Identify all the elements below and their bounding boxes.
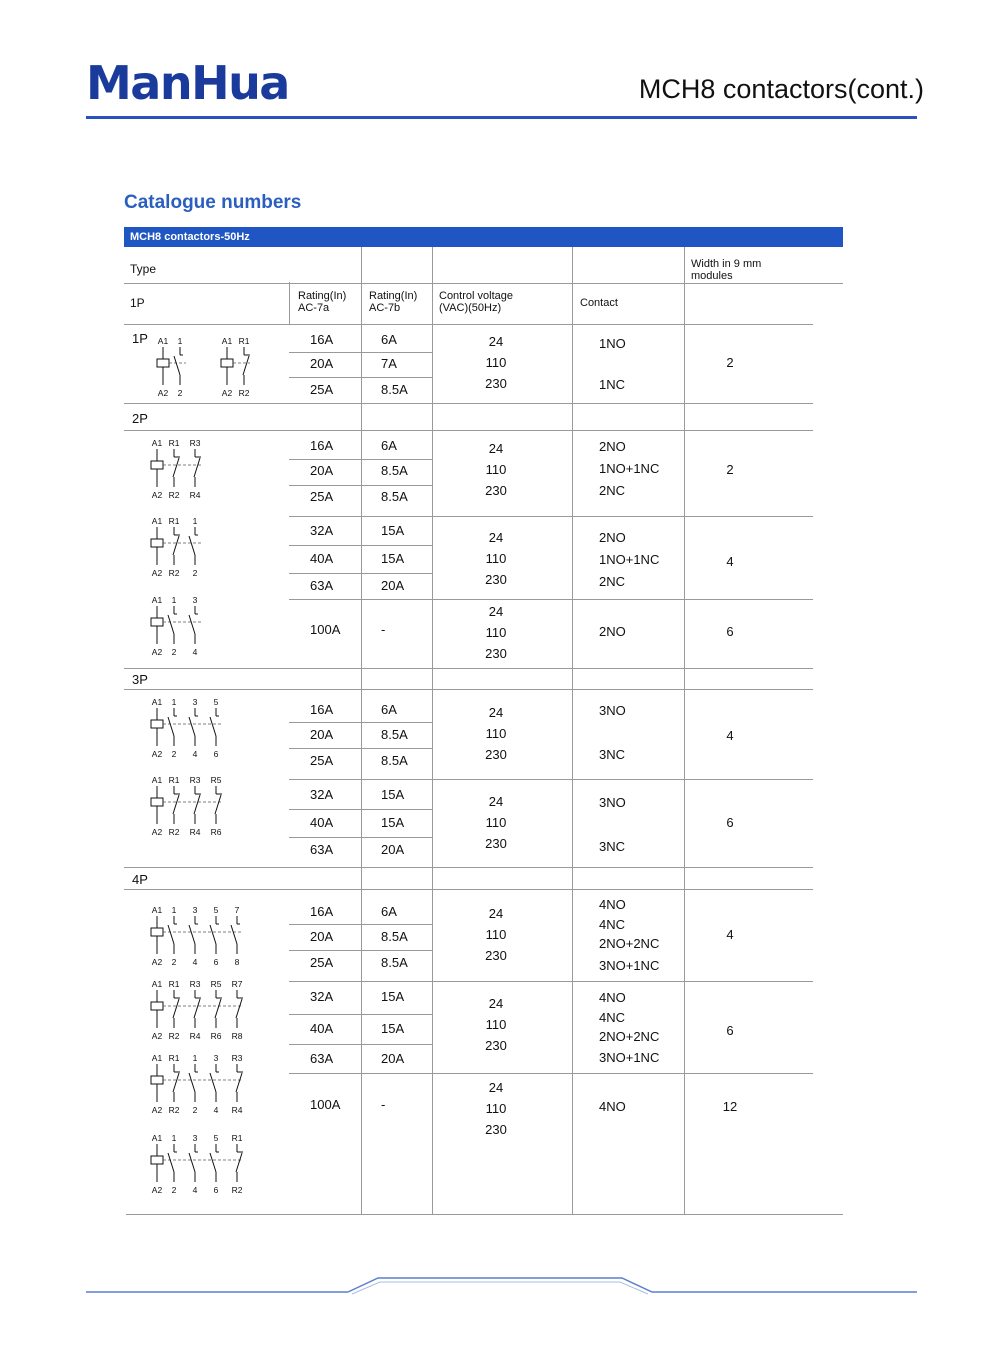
header-type: Type xyxy=(130,262,157,276)
row-rule xyxy=(289,924,432,925)
coil-symbol xyxy=(151,720,163,728)
control-voltage-value: 24 xyxy=(488,604,504,619)
no-contact-symbol xyxy=(168,717,174,736)
terminal-label: 3 xyxy=(192,595,198,605)
contact-value: 4NC xyxy=(599,1010,626,1025)
column-rule xyxy=(572,247,573,1215)
terminal-label: 3 xyxy=(213,1053,219,1063)
no-contact-symbol xyxy=(189,615,195,634)
no-contact-symbol xyxy=(189,925,195,944)
contact-value: 4NO xyxy=(599,897,626,912)
nc-contact-symbol xyxy=(236,999,242,1018)
terminal-label: 1 xyxy=(192,1053,198,1063)
row-rule xyxy=(289,837,432,838)
no-contact-symbol xyxy=(210,925,216,944)
row-rule xyxy=(289,352,432,353)
brand-logo: ManHua xyxy=(86,56,289,110)
rating-ac7a-value: 16A xyxy=(310,702,334,717)
terminal-label: 2 xyxy=(177,388,183,398)
control-voltage-value: 24 xyxy=(488,1080,504,1095)
rating-ac7b-value: 8.5A xyxy=(381,463,408,478)
terminal-label: 5 xyxy=(213,905,219,915)
nc-contact-symbol xyxy=(194,999,200,1018)
sym-1p-nc-diagram xyxy=(216,335,269,399)
nc-contact-symbol xyxy=(173,795,179,814)
control-voltage-value: 110 xyxy=(485,815,507,830)
contact-value: 3NC xyxy=(599,839,626,854)
no-contact-symbol xyxy=(189,1153,195,1172)
contact-value: 1NO+1NC xyxy=(599,461,660,476)
terminal-label: R6 xyxy=(210,1031,222,1041)
column-rule xyxy=(684,247,685,1215)
nc-contact-symbol xyxy=(236,1153,242,1172)
control-voltage-value: 230 xyxy=(485,646,507,661)
coil-symbol xyxy=(151,1156,163,1164)
row-rule xyxy=(289,516,813,517)
terminal-label: A2 xyxy=(157,388,169,398)
terminal-label: R3 xyxy=(189,979,201,989)
rating-ac7b-value: 6A xyxy=(381,332,397,347)
nc-contact-symbol xyxy=(243,356,249,375)
terminal-label: R3 xyxy=(189,775,201,785)
terminal-label: R1 xyxy=(168,1053,180,1063)
terminal-label: A2 xyxy=(151,957,163,967)
terminal-label: 4 xyxy=(192,749,198,759)
rating-ac7a-value: 25A xyxy=(310,382,334,397)
rating-ac7b-value: 6A xyxy=(381,438,397,453)
terminal-label: A2 xyxy=(151,1031,163,1041)
rating-ac7b-value: 8.5A xyxy=(381,727,408,742)
rating-ac7a-value: 16A xyxy=(310,332,334,347)
rating-ac7b-value: 15A xyxy=(381,787,405,802)
terminal-label: A1 xyxy=(151,775,163,785)
row-rule xyxy=(289,779,813,780)
terminal-label: A1 xyxy=(151,1133,163,1143)
terminal-label: 1 xyxy=(171,1133,177,1143)
column-rule xyxy=(361,247,362,1215)
row-rule xyxy=(289,722,432,723)
terminal-label: R5 xyxy=(210,979,222,989)
table-band-title: MCH8 contactors-50Hz xyxy=(124,227,843,247)
width-value: 12 xyxy=(722,1099,738,1114)
sym-3p-3no-diagram xyxy=(146,696,241,760)
rating-ac7a-value: 25A xyxy=(310,753,334,768)
control-voltage-value: 24 xyxy=(488,996,504,1011)
rating-ac7b-value: - xyxy=(381,1097,386,1112)
coil-symbol xyxy=(151,1002,163,1010)
rating-ac7a-value: 20A xyxy=(310,929,334,944)
terminal-label: 6 xyxy=(213,749,219,759)
rating-ac7b-value: 15A xyxy=(381,989,405,1004)
sym-4p-3no-1nc-diagram xyxy=(146,1132,262,1196)
terminal-label: R1 xyxy=(168,438,180,448)
rating-ac7a-value: 100A xyxy=(310,622,341,637)
rating-ac7b-value: 20A xyxy=(381,578,405,593)
terminal-label: R4 xyxy=(189,1031,201,1041)
rating-ac7a-value: 40A xyxy=(310,1021,334,1036)
terminal-label: A1 xyxy=(221,336,233,346)
control-voltage-value: 230 xyxy=(485,747,507,762)
terminal-label: 5 xyxy=(213,1133,219,1143)
page-title: MCH8 contactors(cont.) xyxy=(638,74,924,104)
no-contact-symbol xyxy=(168,925,174,944)
contact-value: 2NC xyxy=(599,574,626,589)
rating-ac7b-value: 6A xyxy=(381,904,397,919)
row-rule xyxy=(289,1044,432,1045)
nc-contact-symbol xyxy=(194,795,200,814)
row-rule xyxy=(126,1214,843,1215)
rating-ac7a-value: 32A xyxy=(310,989,334,1004)
contact-value: 2NO+2NC xyxy=(599,936,660,951)
control-voltage-value: 230 xyxy=(485,572,507,587)
contact-value: 2NO xyxy=(599,624,626,639)
row-rule xyxy=(124,668,813,669)
nc-contact-symbol xyxy=(173,458,179,477)
rating-ac7b-value: 8.5A xyxy=(381,382,408,397)
rating-ac7a-value: 40A xyxy=(310,551,334,566)
control-voltage-value: 110 xyxy=(485,726,507,741)
no-contact-symbol xyxy=(168,615,174,634)
control-voltage-value: 24 xyxy=(488,441,504,456)
terminal-label: 1 xyxy=(177,336,183,346)
control-voltage-value: 110 xyxy=(485,551,507,566)
no-contact-symbol xyxy=(174,356,180,375)
terminal-label: R2 xyxy=(168,568,180,578)
terminal-label: 1 xyxy=(171,905,177,915)
terminal-label: A1 xyxy=(151,438,163,448)
row-rule xyxy=(289,599,813,600)
terminal-label: 6 xyxy=(213,957,219,967)
rating-ac7a-value: 25A xyxy=(310,955,334,970)
contact-value: 4NC xyxy=(599,917,626,932)
width-value: 6 xyxy=(726,624,734,639)
contact-value: 2NC xyxy=(599,483,626,498)
terminal-label: 2 xyxy=(171,749,177,759)
nc-contact-symbol xyxy=(215,999,221,1018)
rating-ac7a-value: 20A xyxy=(310,727,334,742)
sym-2p-2no-diagram xyxy=(146,594,220,658)
terminal-label: R3 xyxy=(231,1053,243,1063)
row-rule xyxy=(289,459,432,460)
terminal-label: R4 xyxy=(231,1105,243,1115)
terminal-label: A1 xyxy=(157,336,169,346)
terminal-label: 2 xyxy=(192,568,198,578)
width-value: 2 xyxy=(726,355,734,370)
rating-ac7b-value: 8.5A xyxy=(381,489,408,504)
terminal-label: A2 xyxy=(221,388,233,398)
terminal-label: A1 xyxy=(151,595,163,605)
terminal-label: 4 xyxy=(213,1105,219,1115)
rating-ac7a-value: 16A xyxy=(310,438,334,453)
terminal-label: A2 xyxy=(151,827,163,837)
row-rule xyxy=(289,573,432,574)
terminal-label: 3 xyxy=(192,1133,198,1143)
terminal-label: 1 xyxy=(171,595,177,605)
contact-value: 3NO+1NC xyxy=(599,958,660,973)
control-voltage-value: 230 xyxy=(485,1038,507,1053)
row-rule xyxy=(289,748,432,749)
rating-ac7a-value: 16A xyxy=(310,904,334,919)
terminal-label: R7 xyxy=(231,979,243,989)
terminal-label: A1 xyxy=(151,516,163,526)
header-control-voltage: Control voltage (VAC)(50Hz) xyxy=(439,290,513,314)
contact-value: 2NO xyxy=(599,530,626,545)
contact-value: 4NO xyxy=(599,1099,626,1114)
coil-symbol xyxy=(151,798,163,806)
row-rule xyxy=(124,403,813,404)
terminal-label: R4 xyxy=(189,490,201,500)
terminal-label: R1 xyxy=(168,775,180,785)
no-contact-symbol xyxy=(210,717,216,736)
terminal-label: 3 xyxy=(192,905,198,915)
width-value: 4 xyxy=(726,728,734,743)
section-title: Catalogue numbers xyxy=(124,192,302,213)
row-rule xyxy=(289,485,432,486)
no-contact-symbol xyxy=(168,1153,174,1172)
coil-symbol xyxy=(157,359,169,367)
width-value: 4 xyxy=(726,554,734,569)
sym-4p-2no-2nc-diagram xyxy=(146,1052,262,1116)
control-voltage-value: 230 xyxy=(485,376,507,391)
rating-ac7b-value: 20A xyxy=(381,842,405,857)
row-rule xyxy=(289,1073,813,1074)
terminal-label: A1 xyxy=(151,697,163,707)
contact-value: 2NO+2NC xyxy=(599,1029,660,1044)
control-voltage-value: 24 xyxy=(488,530,504,545)
no-contact-symbol xyxy=(189,536,195,555)
nc-contact-symbol xyxy=(173,536,179,555)
rating-ac7a-value: 32A xyxy=(310,523,334,538)
terminal-label: 8 xyxy=(234,957,240,967)
header-contact: Contact xyxy=(580,297,618,309)
nc-contact-symbol xyxy=(173,1073,179,1092)
rating-ac7b-value: 8.5A xyxy=(381,753,408,768)
sym-4p-4nc-diagram xyxy=(146,978,262,1042)
coil-symbol xyxy=(151,1076,163,1084)
width-value: 6 xyxy=(726,1023,734,1038)
terminal-label: A2 xyxy=(151,1185,163,1195)
terminal-label: 6 xyxy=(213,1185,219,1195)
contact-value: 2NO xyxy=(599,439,626,454)
contact-value: 3NO xyxy=(599,703,626,718)
terminal-label: 4 xyxy=(192,957,198,967)
row-rule xyxy=(124,324,813,325)
row-rule xyxy=(289,950,432,951)
row-rule xyxy=(124,430,813,431)
coil-symbol xyxy=(151,618,163,626)
contact-value: 3NO xyxy=(599,795,626,810)
coil-symbol xyxy=(221,359,233,367)
footer-decoration xyxy=(0,1270,1000,1310)
terminal-label: 2 xyxy=(171,647,177,657)
terminal-label: 1 xyxy=(192,516,198,526)
terminal-label: R4 xyxy=(189,827,201,837)
terminal-label: 4 xyxy=(192,1185,198,1195)
terminal-label: A1 xyxy=(151,979,163,989)
rating-ac7b-value: 15A xyxy=(381,551,405,566)
rating-ac7b-value: 15A xyxy=(381,523,405,538)
no-contact-symbol xyxy=(231,925,237,944)
control-voltage-value: 24 xyxy=(488,705,504,720)
contact-value: 3NC xyxy=(599,747,626,762)
header-rating-ac7a: Rating(In) AC-7a xyxy=(298,290,347,314)
terminal-label: 2 xyxy=(192,1105,198,1115)
header-rule xyxy=(86,116,917,119)
terminal-label: A1 xyxy=(151,905,163,915)
sym-2p-nc-no-diagram xyxy=(146,515,220,579)
row-rule xyxy=(289,1014,432,1015)
contact-value: 1NC xyxy=(599,377,626,392)
terminal-label: R2 xyxy=(231,1185,243,1195)
rating-ac7b-value: 8.5A xyxy=(381,929,408,944)
terminal-label: R5 xyxy=(210,775,222,785)
rating-ac7b-value: 20A xyxy=(381,1051,405,1066)
terminal-label: R2 xyxy=(168,827,180,837)
terminal-label: 7 xyxy=(234,905,240,915)
rating-ac7b-value: - xyxy=(381,622,386,637)
terminal-label: R1 xyxy=(168,516,180,526)
column-rule xyxy=(289,282,290,324)
terminal-label: R2 xyxy=(168,490,180,500)
terminal-label: R2 xyxy=(238,388,250,398)
row-rule xyxy=(124,689,813,690)
row-rule xyxy=(124,889,813,890)
rating-ac7a-value: 20A xyxy=(310,463,334,478)
group-label: 2P xyxy=(132,411,148,426)
terminal-label: A2 xyxy=(151,490,163,500)
row-rule xyxy=(124,867,813,868)
sym-1p-no-diagram xyxy=(152,335,205,399)
terminal-label: R6 xyxy=(210,827,222,837)
terminal-label: R2 xyxy=(168,1031,180,1041)
rating-ac7b-value: 15A xyxy=(381,815,405,830)
rating-ac7b-value: 15A xyxy=(381,1021,405,1036)
header-rating-ac7b: Rating(In) AC-7b xyxy=(369,290,418,314)
control-voltage-value: 230 xyxy=(485,836,507,851)
rating-ac7b-value: 7A xyxy=(381,356,397,371)
width-value: 4 xyxy=(726,927,734,942)
terminal-label: R2 xyxy=(168,1105,180,1115)
terminal-label: 5 xyxy=(213,697,219,707)
rating-ac7a-value: 63A xyxy=(310,578,334,593)
terminal-label: R1 xyxy=(231,1133,243,1143)
terminal-label: A1 xyxy=(151,1053,163,1063)
terminal-label: R1 xyxy=(168,979,180,989)
no-contact-symbol xyxy=(210,1073,216,1092)
terminal-label: 1 xyxy=(171,697,177,707)
contact-value: 1NO+1NC xyxy=(599,552,660,567)
rating-ac7a-value: 63A xyxy=(310,842,334,857)
group-label: 3P xyxy=(132,672,148,687)
row-rule xyxy=(289,545,432,546)
rating-ac7a-value: 25A xyxy=(310,489,334,504)
contact-value: 1NO xyxy=(599,336,626,351)
control-voltage-value: 110 xyxy=(485,625,507,640)
terminal-label: R3 xyxy=(189,438,201,448)
rating-ac7b-value: 8.5A xyxy=(381,955,408,970)
terminal-label: R1 xyxy=(238,336,250,346)
contact-value: 4NO xyxy=(599,990,626,1005)
terminal-label: 3 xyxy=(192,697,198,707)
sym-3p-3nc-diagram xyxy=(146,774,241,838)
no-contact-symbol xyxy=(189,717,195,736)
control-voltage-value: 110 xyxy=(485,1017,507,1032)
rating-ac7b-value: 6A xyxy=(381,702,397,717)
row-rule xyxy=(124,283,843,284)
group-label: 4P xyxy=(132,872,148,887)
column-rule xyxy=(432,247,433,1215)
control-voltage-value: 24 xyxy=(488,906,504,921)
no-contact-symbol xyxy=(189,1073,195,1092)
rating-ac7a-value: 20A xyxy=(310,356,334,371)
contact-value: 3NO+1NC xyxy=(599,1050,660,1065)
control-voltage-value: 24 xyxy=(488,794,504,809)
rating-ac7a-value: 100A xyxy=(310,1097,341,1112)
header-pole: 1P xyxy=(130,296,145,310)
control-voltage-value: 230 xyxy=(485,483,507,498)
nc-contact-symbol xyxy=(236,1073,242,1092)
terminal-label: 2 xyxy=(171,1185,177,1195)
control-voltage-value: 110 xyxy=(485,355,507,370)
no-contact-symbol xyxy=(210,1153,216,1172)
rating-ac7a-value: 40A xyxy=(310,815,334,830)
control-voltage-value: 110 xyxy=(485,1101,507,1116)
terminal-label: R8 xyxy=(231,1031,243,1041)
control-voltage-value: 110 xyxy=(485,462,507,477)
terminal-label: A2 xyxy=(151,647,163,657)
nc-contact-symbol xyxy=(173,999,179,1018)
terminal-label: A2 xyxy=(151,568,163,578)
rating-ac7a-value: 32A xyxy=(310,787,334,802)
coil-symbol xyxy=(151,539,163,547)
coil-symbol xyxy=(151,928,163,936)
row-rule xyxy=(289,981,813,982)
row-rule xyxy=(289,377,432,378)
control-voltage-value: 230 xyxy=(485,1122,507,1137)
coil-symbol xyxy=(151,461,163,469)
header-width: Width in 9 mm modules xyxy=(691,258,762,282)
control-voltage-value: 110 xyxy=(485,927,507,942)
terminal-label: A2 xyxy=(151,1105,163,1115)
nc-contact-symbol xyxy=(215,795,221,814)
sym-2p-2nc-diagram xyxy=(146,437,220,501)
rating-ac7a-value: 63A xyxy=(310,1051,334,1066)
nc-contact-symbol xyxy=(194,458,200,477)
group-label: 1P xyxy=(132,331,148,346)
row-rule xyxy=(289,809,432,810)
width-value: 2 xyxy=(726,462,734,477)
control-voltage-value: 24 xyxy=(488,334,504,349)
terminal-label: 4 xyxy=(192,647,198,657)
sym-4p-4no-diagram xyxy=(146,904,262,968)
width-value: 6 xyxy=(726,815,734,830)
terminal-label: A2 xyxy=(151,749,163,759)
terminal-label: 2 xyxy=(171,957,177,967)
control-voltage-value: 230 xyxy=(485,948,507,963)
